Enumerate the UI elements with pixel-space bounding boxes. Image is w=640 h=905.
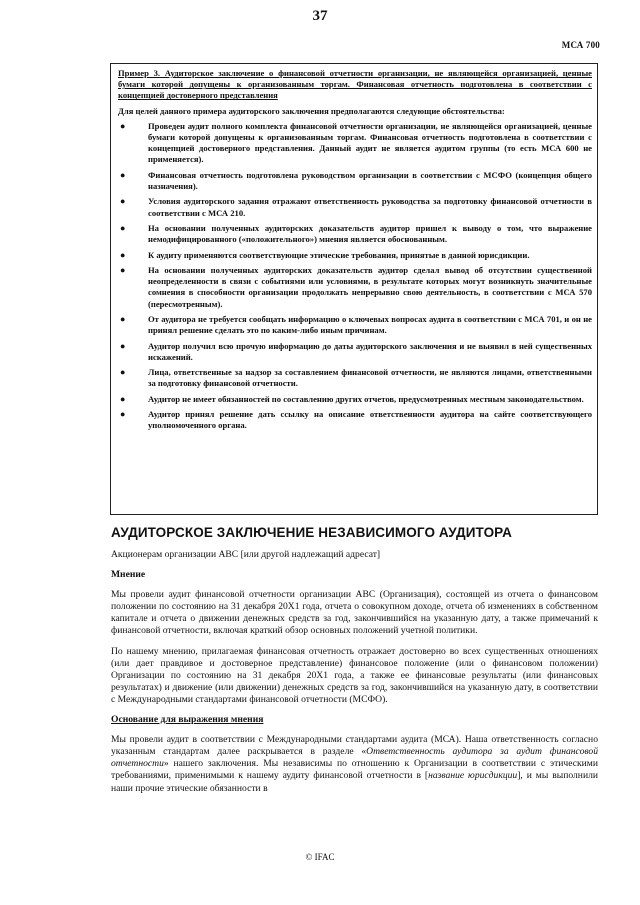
example-title: Пример 3. Аудиторское заключение о финансовой отчетности организации, не являющейся организацией, ценные бумаги которой допущены к организованным торгам. Финансовая отчетность подготовлена в соответствии с концепцией достоверного представления <box>118 68 592 101</box>
page-number: 37 <box>312 8 328 24</box>
basis-text-2: » нашего заключения. Мы независимы по отношению к Организации в соответствии с этическими требованиями, применимыми к нашему аудиту финансовой отчетности в [ <box>111 758 598 782</box>
list-item <box>118 170 592 192</box>
basis-paragraph <box>111 734 598 794</box>
list-item <box>118 250 592 261</box>
circumstances-list <box>118 121 592 432</box>
list-item-text: Аудитор принял решение дать ссылку на описание ответственности аудитора на сайте соответствующего уполномоченного органа. <box>148 409 592 431</box>
list-item <box>118 265 592 310</box>
bullet-icon: ● <box>120 313 126 324</box>
basis-heading: Основание для выражения мнения <box>111 714 264 726</box>
bullet-icon: ● <box>120 340 126 351</box>
bullet-icon: ● <box>120 120 126 131</box>
list-item <box>118 341 592 363</box>
list-item <box>118 409 592 431</box>
opinion-paragraph-2: По нашему мнению, прилагаемая финансовая отчетность отражает достоверно во всех существенных отношениях (или дает правдивое и достоверное представление) финансовое положение (или о финансовом положении) Организации по состоянию на 31 декабря 20X1 года, а также ее финансовые результаты (или финансовых результатах) и движение (или движении) денежных средств за год, закончившийся на указанную дату, в соответствии с Международными стандартами финансовой отчетности (МСФО). <box>111 645 598 705</box>
bullet-icon: ● <box>120 367 126 378</box>
list-item-text: От аудитора не требуется сообщать информацию о ключевых вопросах аудита в соответствии с МСА 701, и он не принял решение сделать это по каким-либо иным причинам. <box>148 313 592 336</box>
list-item-text: Аудитор не имеет обязанностей по составлению других отчетов, предусмотренных местным законодательством. <box>148 393 584 404</box>
example-intro: Для целей данного примера аудиторского заключения предполагаются следующие обстоятельства: <box>118 105 505 116</box>
bullet-icon: ● <box>120 169 126 180</box>
report-body <box>111 549 598 803</box>
footer-copyright: © IFAC <box>305 852 335 862</box>
list-item <box>118 367 592 389</box>
opinion-heading: Мнение <box>111 569 146 581</box>
basis-italic-2: название юрисдикции <box>428 770 518 782</box>
list-item <box>118 394 592 405</box>
list-item <box>118 196 592 218</box>
list-item-text: Условия аудиторского задания отражают ответственность руководства за подготовку финансовой отчетности в соответствии с МСА 210. <box>148 196 592 218</box>
list-item-text: Финансовая отчетность подготовлена руководством организации в соответствии с МСФО (концепция общего назначения). <box>148 169 592 192</box>
report-title: АУДИТОРСКОЕ ЗАКЛЮЧЕНИЕ НЕЗАВИСИМОГО АУДИТОРА <box>111 525 512 540</box>
example-box <box>110 63 598 515</box>
basis-text-1: Мы провели аудит в соответствии с Международными стандартами аудита (МСА). Наша ответственность согласно указанным стандартам далее раскрывается в разделе « <box>111 734 598 758</box>
addressee: Акционерам организации ABC [или другой надлежащий адресат] <box>111 549 381 560</box>
basis-italic-1: Ответственность аудитора за аудит финансовой отчетности <box>111 746 599 770</box>
basis-text-3: ], и мы выполнили наши прочие этические обязанности в <box>111 770 598 794</box>
list-item-text: Проведен аудит полного комплекта финансовой отчетности организации, не являющейся организацией, ценные бумаги которой допущены к организованным торгам. Финансовая отчетность подготовлена в соответствии с концепцией достоверного представления. Данный аудит не является аудитом группы (то есть МСА 600 не применяется). <box>148 120 592 165</box>
list-item <box>118 121 592 166</box>
list-item-text: На основании полученных аудиторских доказательств аудитор пришел к выводу о том, что выражение немодифицированного («положительного») мнения является обоснованным. <box>148 223 592 245</box>
list-item-text: К аудиту применяются соответствующие этические требования, принятые в данной юрисдикции. <box>148 249 530 260</box>
bullet-icon: ● <box>120 393 126 404</box>
bullet-icon: ● <box>120 249 126 260</box>
list-item-text: Лица, ответственные за надзор за составлением финансовой отчетности, не являются лицами, ответственными за подготовку финансовой отчетности. <box>148 367 592 389</box>
bullet-icon: ● <box>120 409 126 420</box>
bullet-icon: ● <box>120 264 126 275</box>
document-code: МСА 700 <box>561 40 600 50</box>
opinion-paragraph-1: Мы провели аудит финансовой отчетности организации ABC (Организация), состоящей из отчета о финансовом положении по состоянию на 31 декабря 20X1 года, отчета о совокупном доходе, отчета об изменениях в собственном капитале и отчета о движении денежных средств за год, закончившийся на указанную дату, а также примечаний к финансовой отчетности, включая краткий обзор основных положений учетной политики. <box>111 589 598 637</box>
list-item-text: Аудитор получил всю прочую информацию до даты аудиторского заключения и не выявил в ней существенных искажений. <box>148 340 592 362</box>
bullet-icon: ● <box>120 223 126 233</box>
bullet-icon: ● <box>120 196 126 207</box>
list-item <box>118 223 592 245</box>
list-item-text: На основании полученных аудиторских доказательств аудитор сделал вывод об отсутствии существенной неопределенности в связи с событиями или условиями, в результате которых могут возникнуть значительные сомнения в способности организации продолжать непрерывно свою деятельность, в соответствии с МСА 570 (пересмотренным). <box>148 264 592 309</box>
list-item <box>118 314 592 336</box>
